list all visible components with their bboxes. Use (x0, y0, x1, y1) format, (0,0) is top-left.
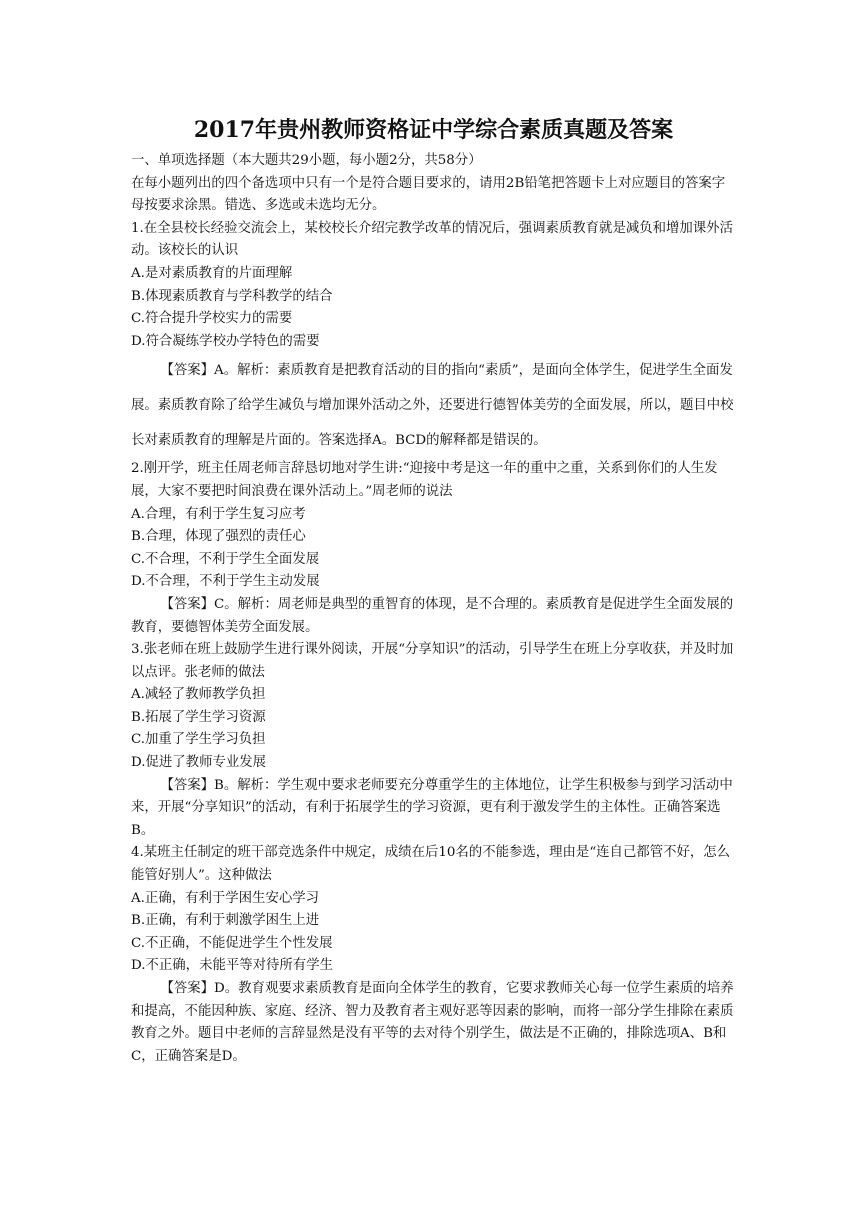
option-a: A.减轻了教师教学负担 (131, 687, 266, 703)
answer-explanation: 【答案】B。解析：学生观中要求老师要充分尊重学生的主体地位，让学生积极参与到学习活动中来，开展“分享知识”的活动，有利于拓展学生的学习资源，更有利于激发学生的主体性。正确答案选B。 (131, 777, 733, 838)
option-a: A.合理，有利于学生复习应考 (131, 506, 306, 522)
question-3 (131, 639, 736, 842)
question-stem: 4.某班主任制定的班干部竞选条件中规定，成绩在后10名的不能参选，理由是“连自己都管不好，怎么能管好别人”。这种做法 (131, 845, 731, 884)
question-stem: 1.在全县校长经验交流会上，某校校长介绍完教学改革的情况后，强调素质教育就是减负和增加课外活动。该校长的认识 (131, 220, 733, 259)
question-stem: 3.张老师在班上鼓励学生进行课外阅读，开展“分享知识”的活动，引导学生在班上分享收获，并及时加以点评。张老师的做法 (131, 642, 734, 680)
option-b: B.正确，有利于刺激学困生上进 (131, 913, 320, 929)
question-2 (131, 458, 736, 639)
option-b: B.拓展了学生学习资源 (131, 709, 266, 725)
option-c: C.加重了学生学习负担 (131, 732, 266, 748)
answer-explanation: 【答案】A。解析：素质教育是把教育活动的目的指向“素质”，是面向全体学生，促进学生全面发展。素质教育除了给学生减负与增加课外活动之外，还要进行德智体美劳的全面发展，所以，题目中校长对素质教育的理解是片面的。答案选择A。BCD的解释都是错误的。 (131, 363, 734, 449)
question-stem: 2.刚开学，班主任周老师言辞恳切地对学生讲:“迎接中考是这一年的重中之重，关系到你们的人生发展，大家不要把时间浪费在课外活动上。”周老师的说法 (131, 461, 718, 499)
option-d: D.不合理，不利于学生主动发展 (131, 574, 320, 590)
question-1 (131, 218, 736, 459)
option-b: B.合理，体现了强烈的责任心 (131, 529, 306, 545)
document-body (131, 150, 736, 1068)
option-b: B.体现素质教育与学科教学的结合 (131, 288, 333, 304)
option-d: D.促进了教师专业发展 (131, 755, 267, 771)
question-4 (131, 842, 736, 1068)
option-c: C.符合提升学校实力的需要 (131, 311, 293, 327)
option-d: D.不正确，未能平等对待所有学生 (131, 958, 333, 974)
option-a: A.是对素质教育的片面理解 (131, 265, 293, 281)
option-c: C.不合理，不利于学生全面发展 (131, 551, 320, 567)
instructions: 在每小题列出的四个备选项中只有一个是符合题目要求的，请用2B铅笔把答题卡上对应题目的答案字母按要求涂黑。错选、多选或未选均无分。 (131, 175, 726, 214)
document-title: 2017年贵州教师资格证中学综合素质真题及答案 (193, 117, 674, 143)
option-d: D.符合凝练学校办学特色的需要 (131, 333, 320, 349)
section-heading: 一、单项选择题（本大题共29小题，每小题2分，共58分） (131, 153, 482, 168)
option-a: A.正确，有利于学困生安心学习 (131, 890, 320, 906)
answer-explanation: 【答案】D。教育观要求素质教育是面向全体学生的教育，它要求教师关心每一位学生素质的培养和提高，不能因种族、家庭、经济、智力及教育者主观好恶等因素的影响，而将一部分学生排除在素质教育之外。题目中老师的言辞显然是没有平等的去对待个别学生，做法是不正确的，排除选项A、B和C，正确答案是D。 (131, 981, 734, 1064)
answer-explanation: 【答案】C。解析：周老师是典型的重智育的体现，是不合理的。素质教育是促进学生全面发展的教育，要德智体美劳全面发展。 (131, 596, 734, 635)
option-c: C.不正确，不能促进学生个性发展 (131, 935, 333, 951)
